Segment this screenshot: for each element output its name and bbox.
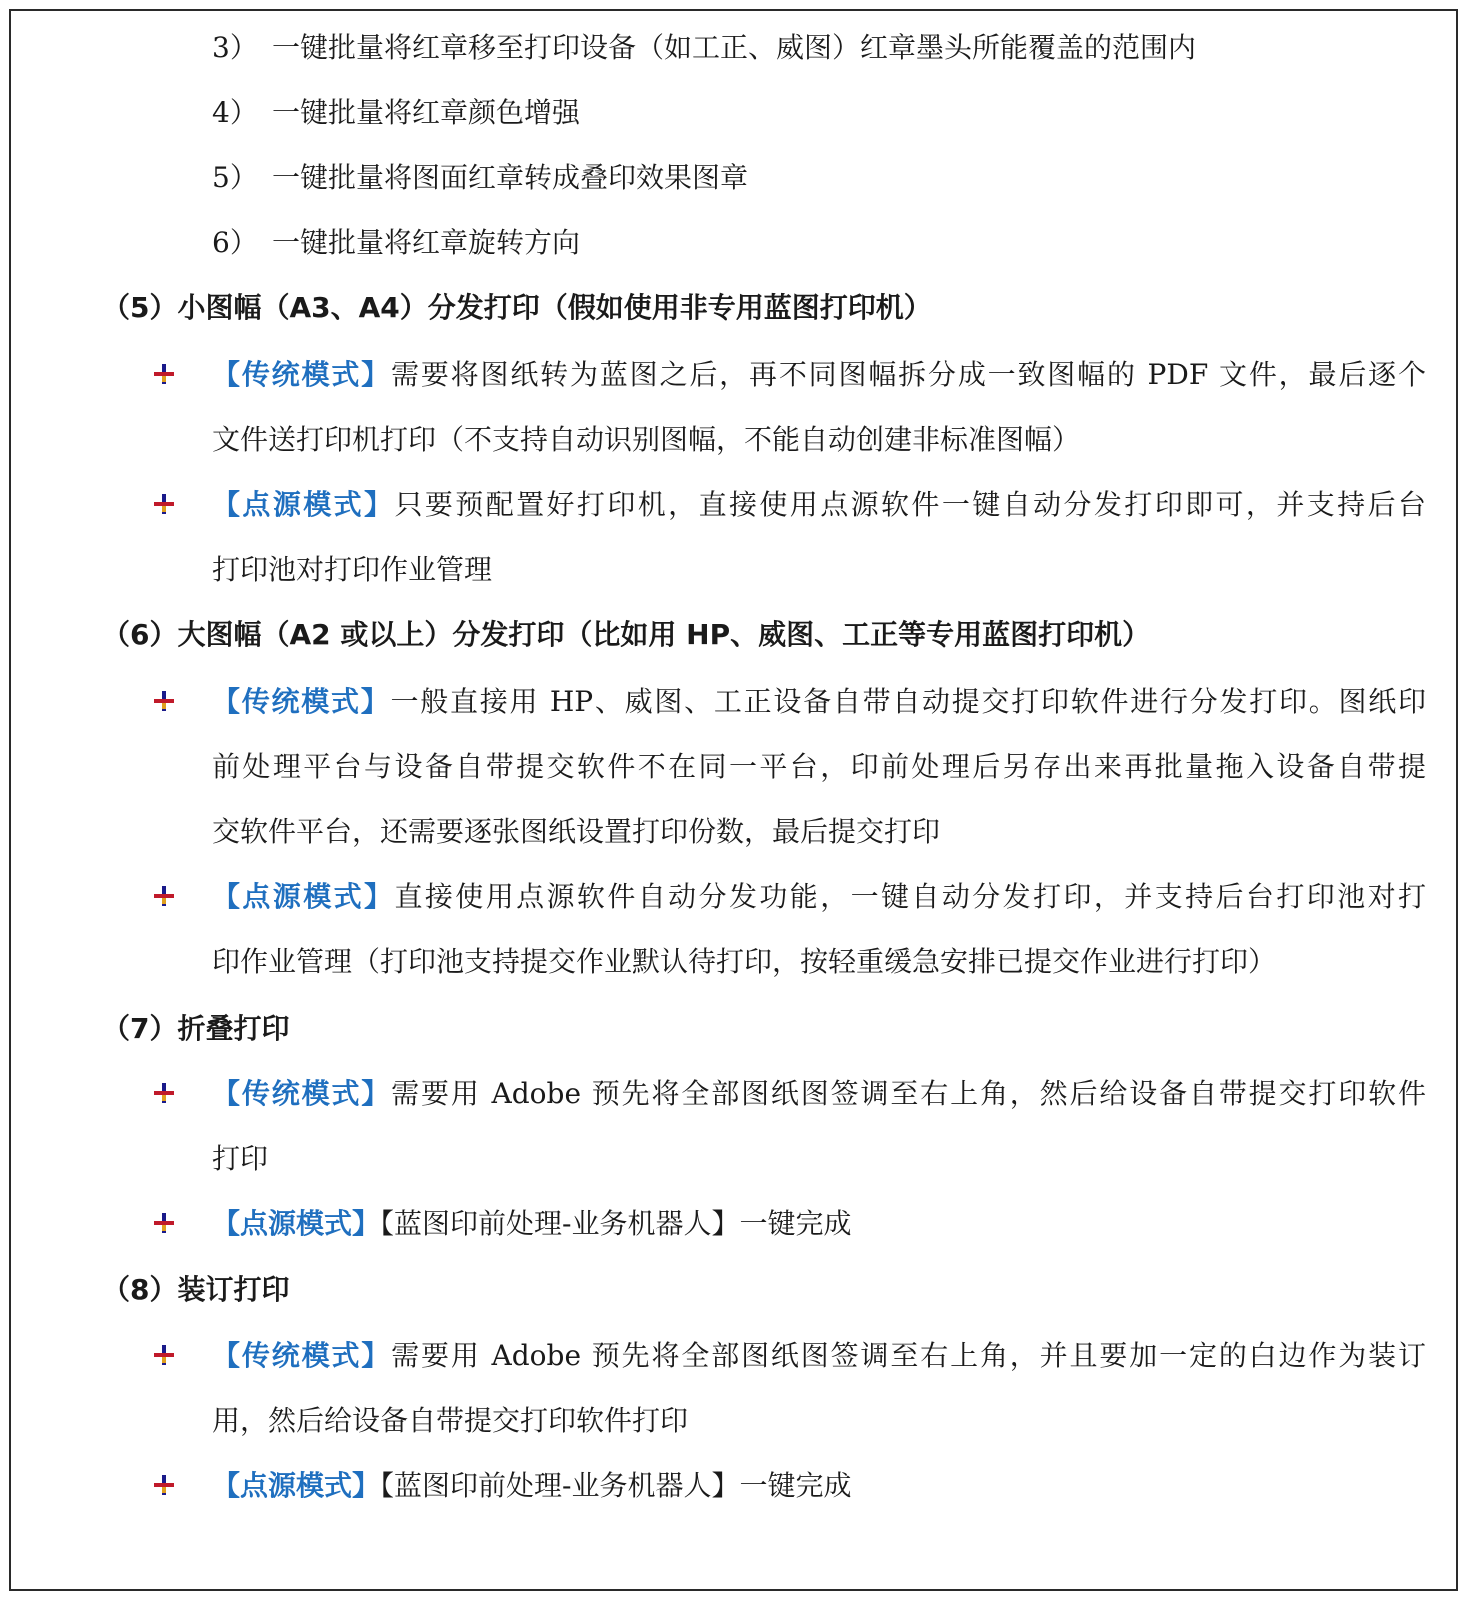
list-item-line: 文件送打印机打印（不支持自动识别图幅，不能自动创建非标准图幅） [212,423,1081,456]
section-heading: （7）折叠打印 [102,1012,290,1045]
list-item-line: 【传统模式】一般直接用 HP、威图、工正设备自带自动提交打印软件进行分发打印。图纸印 [212,685,1426,718]
bullet-plus-icon [152,1211,176,1235]
list-item: 5） 一键批量将图面红章转成叠印效果图章 [212,161,749,194]
bullet-plus-icon [152,884,176,908]
section-heading: （8）装订打印 [102,1273,290,1306]
list-item-line: 印作业管理（打印池支持提交作业默认待打印，按轻重缓急安排已提交作业进行打印） [212,945,1277,978]
list-item-line: 【传统模式】需要将图纸转为蓝图之后，再不同图幅拆分成一致图幅的 PDF 文件，最后逐个 [212,358,1426,391]
bullet-plus-icon [152,689,176,713]
section-heading: （6）大图幅（A2 或以上）分发打印（比如用 HP、威图、工正等专用蓝图打印机） [102,618,1151,651]
bullet-plus-icon [152,1081,176,1105]
bullet-plus-icon [152,1473,176,1497]
list-item-line: 打印池对打印作业管理 [212,553,493,586]
list-item-line: 【传统模式】需要用 Adobe 预先将全部图纸图签调至右上角，并且要加一定的白边作为装订 [212,1339,1426,1372]
list-item-line: 前处理平台与设备自带提交软件不在同一平台，印前处理后另存出来再批量拖入设备自带提 [212,750,1426,783]
mode-label: 【点源模式】 [212,488,395,521]
list-item-line: 【传统模式】需要用 Adobe 预先将全部图纸图签调至右上角，然后给设备自带提交打印软件 [212,1077,1426,1110]
mode-label: 【传统模式】 [212,358,391,391]
list-item-line: 【点源模式】【蓝图印前处理-业务机器人】一键完成 [212,1207,852,1240]
bullet-plus-icon [152,492,176,516]
list-item-line: 用，然后给设备自带提交打印软件打印 [212,1404,689,1437]
list-item: 3） 一键批量将红章移至打印设备（如工正、威图）红章墨头所能覆盖的范围内 [212,31,1197,64]
bullet-plus-icon [152,1343,176,1367]
mode-label: 【传统模式】 [212,685,391,718]
mode-label: 【传统模式】 [212,1077,392,1110]
section-heading: （5）小图幅（A3、A4）分发打印（假如使用非专用蓝图打印机） [102,291,932,324]
mode-label: 【传统模式】 [212,1339,392,1372]
bullet-plus-icon [152,362,176,386]
list-item-line: 打印 [212,1142,269,1175]
list-item-line: 【点源模式】只要预配置好打印机，直接使用点源软件一键自动分发打印即可，并支持后台 [212,488,1426,521]
mode-label: 【点源模式】 [212,880,395,913]
list-item: 6） 一键批量将红章旋转方向 [212,226,581,259]
list-item-line: 交软件平台，还需要逐张图纸设置打印份数，最后提交打印 [212,815,941,848]
list-item-line: 【点源模式】【蓝图印前处理-业务机器人】一键完成 [212,1469,852,1502]
list-item-line: 【点源模式】直接使用点源软件自动分发功能，一键自动分发打印，并支持后台打印池对打 [212,880,1426,913]
mode-label: 【点源模式】 [212,1207,381,1240]
list-item: 4） 一键批量将红章颜色增强 [212,96,581,129]
mode-label: 【点源模式】 [212,1469,381,1502]
